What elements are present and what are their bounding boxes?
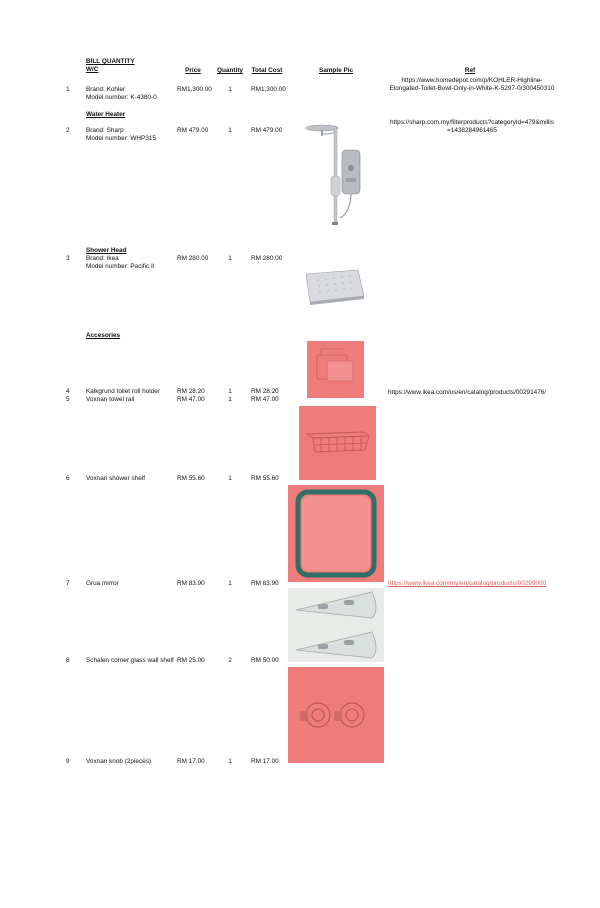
section-water-heater: Water Heater [86,111,126,118]
row-number: 6 [66,475,70,482]
quantity-header: Quantity [217,67,243,74]
row-price: RM 28.20 [177,388,205,395]
row-model: Model number: WHP315 [86,135,156,142]
toilet-roll-holder-image [307,341,364,398]
sample-pic-header: Sample Pic [318,67,354,74]
total-cost-header: Total Cost [251,67,283,74]
row-price: RM 55.60 [177,475,205,482]
row-description: Schalen corner glass wall shelf [86,657,174,664]
row-ref-link[interactable]: https://www.ikea.com/my/en/catalog/products/00299000 [388,580,547,587]
row-ref-link-cont[interactable]: =1438284961465 [447,127,497,134]
row-price: RM 280.00 [177,255,209,262]
row-description: Kalkgrund toilet roll holder [86,388,160,395]
row-quantity: 1 [228,127,232,134]
row-description: Voxnan shower shelf [86,475,145,482]
row-total: RM 50.00 [251,657,279,664]
shower-head-image [298,266,370,308]
row-model: Model number: K-4380-0 [86,94,157,101]
row-total: RM 83.90 [251,580,279,587]
row-description: Grua mirror [86,580,119,587]
knob-image [288,667,384,763]
row-total: RM 47.00 [251,396,279,403]
row-total: RM 55.60 [251,475,279,482]
row-quantity: 1 [228,86,232,93]
row-quantity: 1 [228,758,232,765]
section-shower-head: Shower Head [86,247,127,254]
bill-quantity-title: BILL QUANTITY [86,58,135,65]
row-number: 5 [66,396,70,403]
row-number: 3 [66,255,70,262]
row-total: RM 28.20 [251,388,279,395]
row-description: Brand: Sharp [86,127,124,134]
row-number: 8 [66,657,70,664]
row-total: RM 479.00 [251,127,283,134]
row-ref-link-cont[interactable]: Elongated-Toilet-Bowl-Only-in-White-K-5297-0/300450310 [389,85,555,92]
row-price: RM 47.00 [177,396,205,403]
row-description: Brand: Kohler [86,86,126,93]
row-number: 1 [66,86,70,93]
row-quantity: 1 [228,255,232,262]
shower-shelf-image [299,406,376,480]
price-header: Price [185,67,201,74]
row-number: 7 [66,580,70,587]
water-heater-image [298,118,370,228]
row-description: Brand: Ikea [86,255,119,262]
row-ref-link[interactable]: https://www.homedepot.com/p/KOHLER-Highline- [401,77,543,84]
row-quantity: 1 [228,580,232,587]
row-ref-link[interactable]: https://sharp.com.my/filterproducts?categoryId=479&millis [390,119,554,126]
row-price: RM1,300.00 [177,86,212,93]
row-quantity: 1 [228,396,232,403]
glass-shelf-image [288,588,384,662]
row-number: 2 [66,127,70,134]
row-number: 4 [66,388,70,395]
ref-header: Ref [464,67,476,74]
row-price: RM 25.00 [177,657,205,664]
row-quantity: 1 [228,388,232,395]
row-model: Model number: Pacific II [86,263,155,270]
row-number: 9 [66,758,70,765]
row-quantity: 1 [228,475,232,482]
row-price: RM 83.90 [177,580,205,587]
row-price: RM 479.00 [177,127,209,134]
section-accessories: Accesories [86,332,121,339]
mirror-image [288,485,384,582]
row-price: RM 17.00 [177,758,205,765]
row-ref-link[interactable]: https://www.ikea.com/us/en/catalog/products/00291476/ [388,389,547,396]
row-description: Voxnan towel rail [86,396,135,403]
row-total: RM 17.00 [251,758,279,765]
row-total: RM 280.00 [251,255,283,262]
row-description: Voxnan knob (2pieces) [86,758,152,765]
wc-heading: W/C [86,66,99,73]
row-total: RM1,300.00 [251,86,286,93]
row-quantity: 2 [228,657,232,664]
